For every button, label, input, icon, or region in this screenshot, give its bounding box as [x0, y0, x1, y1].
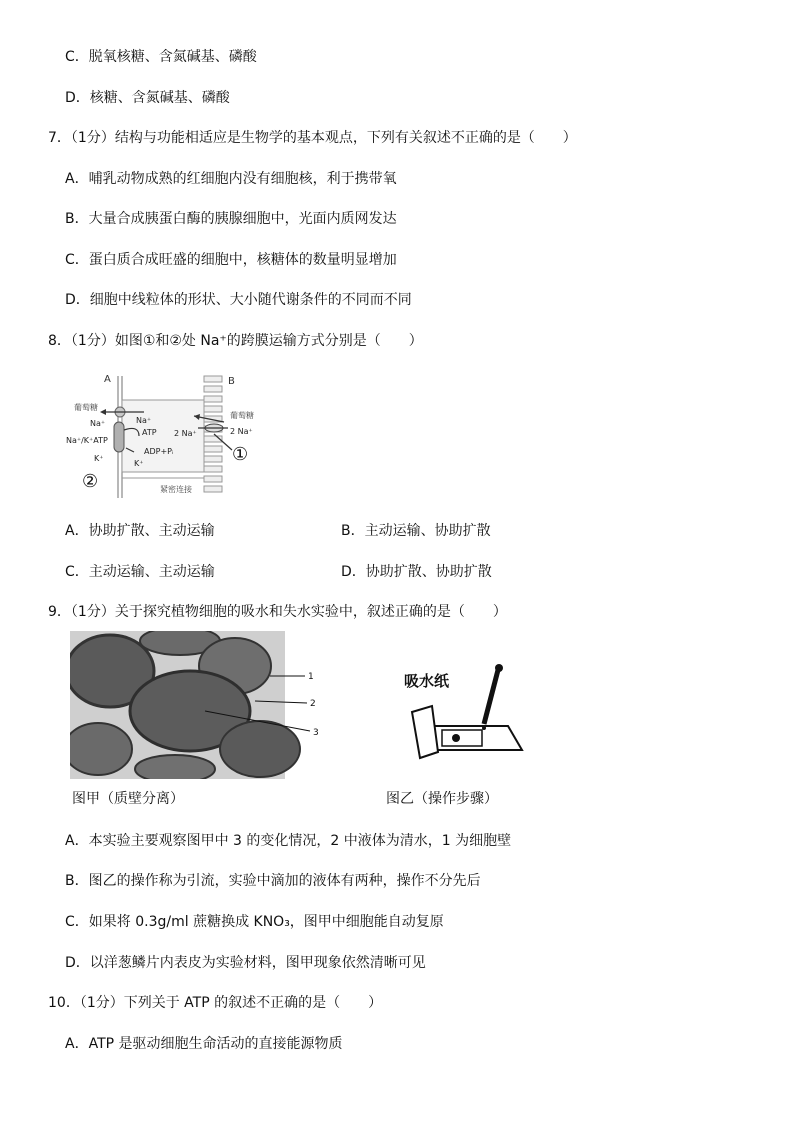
question-7-option-c: C．蛋白质合成旺盛的细胞中，核糖体的数量明显增加	[65, 252, 397, 268]
question-8-option-a: A．协助扩散、主动运输	[65, 523, 215, 539]
figure-9-plasmolysis-micrograph	[70, 631, 320, 779]
label-b: B	[228, 376, 235, 387]
line-option-d-prev: D．核糖、含氮碱基、磷酸	[65, 90, 230, 106]
fig9-number-3: 3	[313, 728, 319, 738]
fig9-number-1: 1	[308, 672, 314, 682]
question-7-option-b: B．大量合成胰蛋白酶的胰腺细胞中，光面内质网发达	[65, 211, 397, 227]
question-10-option-a: A．ATP 是驱动细胞生命活动的直接能源物质	[65, 1036, 343, 1052]
label-na-left: Na⁺	[90, 419, 106, 428]
line-option-c-prev: C．脱氧核糖、含氮碱基、磷酸	[65, 49, 257, 65]
pump-protein	[114, 422, 124, 452]
label-glucose-left: 葡萄糖	[74, 403, 98, 412]
label-a: A	[104, 374, 111, 385]
question-7-option-d: D．细胞中线粒体的形状、大小随代谢条件的不同而不同	[65, 292, 412, 308]
question-8: 8．（1分）如图①和②处 Na⁺的跨膜运输方式分别是（ ）	[48, 333, 423, 349]
marker-1: ①	[232, 444, 249, 465]
label-glucose-right: 葡萄糖	[230, 411, 254, 420]
figure-9-procedure-diagram	[398, 660, 538, 778]
label-2na-right: 2 Na⁺	[230, 427, 253, 436]
label-2na-mid: 2 Na⁺	[174, 429, 197, 438]
fig9-number-2: 2	[310, 699, 316, 709]
question-8-option-d: D．协助扩散、协助扩散	[341, 564, 492, 580]
label-absorbent-paper: 吸水纸	[404, 672, 450, 690]
question-9: 9．（1分）关于探究植物细胞的吸水和失水实验中，叙述正确的是（ ）	[48, 604, 507, 620]
label-k-left: K⁺	[94, 454, 104, 463]
label-tight-junction: 紧密连接	[160, 485, 192, 494]
question-8-option-b: B．主动运输、协助扩散	[341, 523, 491, 539]
question-8-option-c: C．主动运输、主动运输	[65, 564, 215, 580]
question-7: 7．（1分）结构与功能相适应是生物学的基本观点，下列有关叙述不正确的是（ ）	[48, 130, 577, 146]
label-pump: Na⁺/K⁺ATP	[66, 436, 108, 445]
caption-figure-a: 图甲（质壁分离）	[72, 791, 184, 807]
marker-2: ②	[82, 471, 99, 492]
question-9-option-d: D．以洋葱鳞片内表皮为实验材料，图甲现象依然清晰可见	[65, 955, 426, 971]
label-na-mid: Na⁺	[136, 416, 152, 425]
caption-figure-b: 图乙（操作步骤）	[386, 791, 498, 807]
question-9-option-c: C．如果将 0.3g/ml 蔗糖换成 KNO₃，图甲中细胞能自动复原	[65, 914, 444, 930]
figure-8-membrane-transport	[64, 370, 264, 498]
question-9-option-a: A．本实验主要观察图甲中 3 的变化情况，2 中液体为清水，1 为细胞壁	[65, 833, 512, 849]
label-atp: ATP	[142, 428, 157, 437]
label-k-mid: K⁺	[134, 459, 144, 468]
label-adp: ADP+Pᵢ	[144, 447, 174, 456]
question-10: 10．（1分）下列关于 ATP 的叙述不正确的是（ ）	[48, 995, 383, 1011]
question-7-option-a: A．哺乳动物成熟的红细胞内没有细胞核，利于携带氧	[65, 171, 397, 187]
question-9-option-b: B．图乙的操作称为引流，实验中滴加的液体有两种，操作不分先后	[65, 873, 481, 889]
